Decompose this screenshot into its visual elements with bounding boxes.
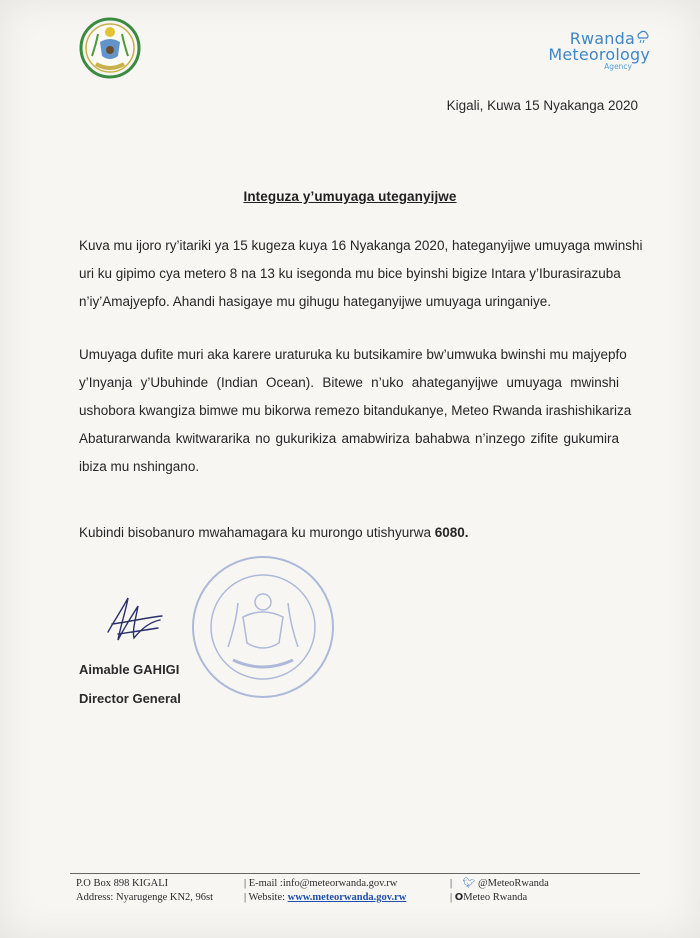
footer-website-link[interactable]: www.meteorwanda.gov.rw (287, 892, 407, 903)
paragraph-line: uri ku gipimo cya metero 8 na 13 ku isegonda mu bice byinshi bigize Intara y’Iburasirazuba (79, 266, 621, 281)
paragraph-line: Umuyaga dufite muri aka karere uraturuka ku butsikamire bw’umwuka bwinshi mu majyepfo (79, 347, 627, 362)
agency-logo-line1: Rwanda (569, 29, 635, 48)
coat-of-arms-icon (78, 16, 142, 82)
hotline-number: 6080. (434, 525, 469, 540)
signatory-name: Aimable GAHIGI (79, 662, 180, 677)
paragraph-1 (79, 232, 643, 316)
footer-divider (70, 873, 640, 874)
paragraph-line: Kuva mu ijoro ry’itariki ya 15 kugeza kuya 16 Nyakanga 2020, hateganyijwe umuyaga mwinshi (79, 238, 643, 253)
footer-social-block (450, 877, 549, 905)
footer-separator: | (450, 878, 453, 889)
footer-website-prefix: | Website: (244, 892, 288, 903)
signatory-title: Director General (79, 691, 181, 706)
footer-address-block (76, 877, 213, 905)
agency-logo (540, 30, 650, 80)
paragraph-2 (79, 341, 632, 481)
paragraph-line: Abaturarwanda kwitwararika no gukurikiza amabwiriza bahabwa n’inzego zifite gukumira (79, 431, 619, 446)
twitter-icon: 🐦︎ (462, 878, 476, 889)
footer-email[interactable]: | E-mail :info@meteorwanda.gov.rw (244, 878, 398, 889)
footer-separator: | (450, 892, 453, 903)
paragraph-line: ushobora kwangiza bimwe mu bikorwa remezo bitandukanye, Meteo Rwanda irashishikariza (79, 403, 632, 418)
paragraph-line: n’iy’Amajyepfo. Ahandi hasigaye mu gihugu hateganyijwe umuyaga uringaniye. (79, 294, 552, 309)
footer-facebook[interactable]: Meteo Rwanda (463, 892, 528, 903)
footer-po-box: P.O Box 898 KIGALI (76, 878, 169, 889)
letter-title: Integuza y’umuyaga uteganyijwe (243, 189, 457, 204)
paragraph-line: y’Inyanja y’Ubuhinde (Indian Ocean). Bitewe n’uko ahateganyijwe umuyaga mwinshi (79, 375, 619, 390)
footer-contact-block (244, 877, 406, 905)
cloud-rain-icon (636, 30, 650, 44)
footer-twitter[interactable]: @MeteoRwanda (477, 878, 549, 889)
paragraph-3 (79, 519, 619, 547)
footer-address: Address: Nyarugenge KN2, 96st (76, 892, 214, 903)
facebook-icon: O (454, 892, 464, 903)
date-line: Kigali, Kuwa 15 Nyakanga 2020 (446, 98, 638, 113)
official-stamp-icon (188, 552, 338, 702)
paragraph-line: ibiza mu nshingano. (79, 459, 200, 474)
agency-logo-line2: Meteorology (548, 45, 650, 64)
signature-icon (98, 588, 170, 648)
hotline-text: Kubindi bisobanuro mwahamagara ku murongo utishyurwa (79, 525, 435, 540)
agency-logo-line3: Agency (604, 62, 632, 71)
